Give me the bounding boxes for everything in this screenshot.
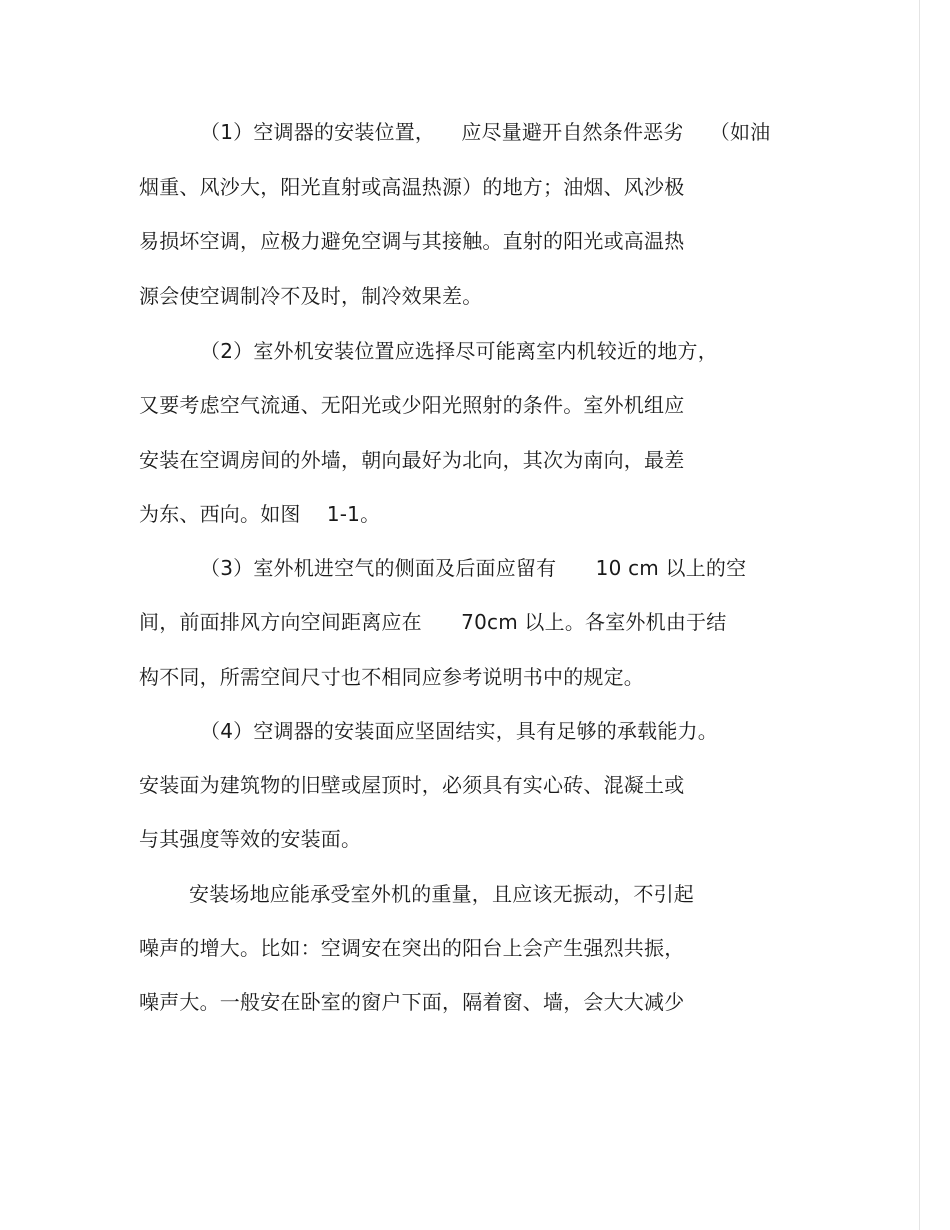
paragraph-4-line-3: 与其强度等效的安装面。 — [139, 827, 362, 851]
paragraph-2-line-4: 为东、西向。如图 1-1。 — [139, 502, 381, 526]
paragraph-5-line-2: 噪声的增大。比如：空调安在突出的阳台上会产生强烈共振， — [139, 936, 685, 960]
paragraph-3-line-3: 构不同，所需空间尺寸也不相同应参考说明书中的规定。 — [139, 665, 644, 689]
paragraph-1-line-1: （1）空调器的安装位置， 应尽量避开自然条件恶劣 （如油 — [200, 120, 771, 144]
paragraph-2-line-3: 安装在空调房间的外墙，朝向最好为北向，其次为南向，最差 — [139, 448, 685, 472]
paragraph-3-line-1: （3）室外机进空气的侧面及后面应留有 10 cm 以上的空 — [200, 556, 747, 580]
paragraph-3-line-2: 间，前面排风方向空间距离应在 70cm 以上。各室外机由于结 — [139, 610, 727, 634]
paragraph-4-line-1: （4）空调器的安装面应坚固结实，具有足够的承载能力。 — [200, 719, 718, 743]
paragraph-1-line-3: 易损坏空调，应极力避免空调与其接触。直射的阳光或高温热 — [139, 229, 685, 253]
paragraph-1-line-2: 烟重、风沙大，阳光直射或高温热源）的地方；油烟、风沙极 — [139, 175, 685, 199]
paragraph-5-line-1: 安装场地应能承受室外机的重量，且应该无振动，不引起 — [189, 882, 694, 906]
paragraph-1-line-4: 源会使空调制冷不及时，制冷效果差。 — [139, 284, 483, 308]
page-right-margin — [920, 0, 950, 1230]
paragraph-2-line-1: （2）室外机安装位置应选择尽可能离室内机较近的地方， — [200, 339, 718, 363]
paragraph-2-line-2: 又要考虑空气流通、无阳光或少阳光照射的条件。室外机组应 — [139, 393, 685, 417]
paragraph-5-line-3: 噪声大。一般安在卧室的窗户下面，隔着窗、墙，会大大减少 — [139, 990, 685, 1014]
paragraph-4-line-2: 安装面为建筑物的旧壁或屋顶时，必须具有实心砖、混凝土或 — [139, 773, 685, 797]
